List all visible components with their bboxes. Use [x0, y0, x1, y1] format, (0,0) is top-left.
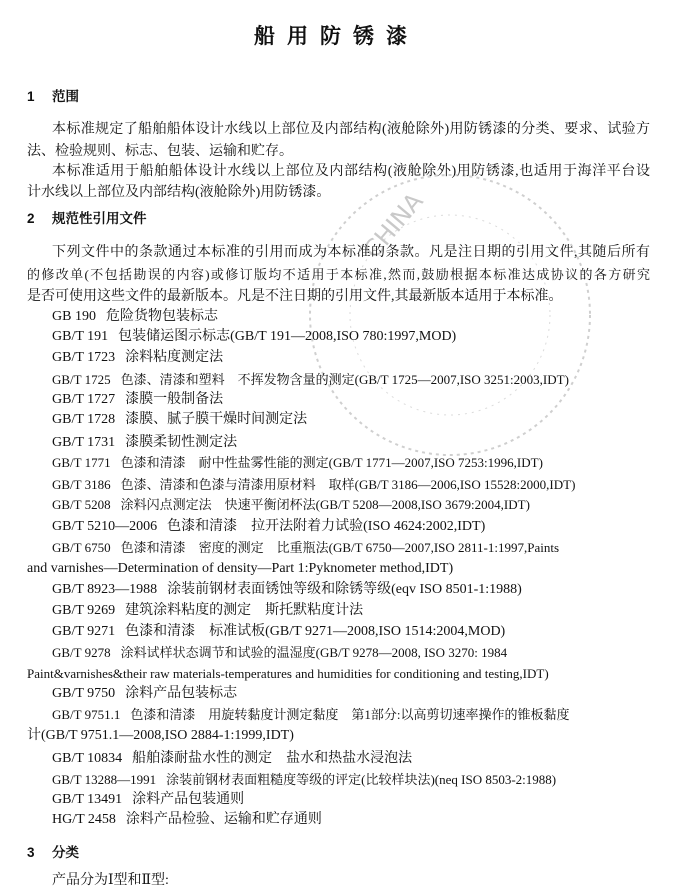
reference-item: GB/T 191 包装储运图示标志(GB/T 191—2008,ISO 780:1997,MOD)	[52, 329, 457, 344]
svg-text:CHINA: CHINA	[358, 187, 429, 264]
reference-item: GB/T 1723 涂料粘度测定法	[52, 350, 224, 365]
reference-item: GB/T 3186 色漆、清漆和色漆与清漆用原材料 取样(GB/T 3186—2006,ISO 15528:2000,IDT)	[52, 477, 576, 492]
reference-item-cont: Paint&varnishes&their raw materials-temperatures and humidities for conditioning and testing,IDT)	[27, 666, 549, 681]
scope-paragraph-1: 本标准规定了船舶船体设计水线以上部位及内部结构(液舱除外)用防锈漆的分类、要求、试验方	[52, 122, 650, 137]
reference-item: GB/T 6750 色漆和清漆 密度的测定 比重瓶法(GB/T 6750—2007,ISO 2811-1:1997,Paints	[52, 540, 560, 555]
scope-paragraph-2: 本标准适用于船舶船体设计水线以上部位及内部结构(液舱除外)用防锈漆,也适用于海洋平台设	[52, 164, 650, 179]
reference-item: GB/T 13491 涂料产品包装通则	[52, 792, 245, 807]
section-heading-3: 3 分类	[27, 845, 79, 860]
normative-intro-cont: 的修改单(不包括勘误的内容)或修订版均不适用于本标准,然而,鼓励根据本标准达成协议的各方研究	[27, 267, 650, 282]
reference-item: GB/T 9278 涂料试样状态调节和试验的温湿度(GB/T 9278—2008, ISO 3270: 1984	[52, 645, 508, 660]
section-heading-2: 2 规范性引用文件	[27, 211, 147, 226]
reference-item: GB/T 1731 漆膜柔韧性测定法	[52, 435, 238, 450]
classification-text: 产品分为Ⅰ型和Ⅱ型:	[52, 873, 169, 888]
reference-item: GB 190 危险货物包装标志	[52, 309, 218, 324]
reference-item: GB/T 5210—2006 色漆和清漆 拉开法附着力试验(ISO 4624:2002,IDT)	[52, 519, 486, 534]
normative-intro-cont: 是否可使用这些文件的最新版本。凡是不注日期的引用文件,其最新版本适用于本标准。	[27, 289, 563, 304]
reference-item: GB/T 9750 涂料产品包装标志	[52, 686, 238, 701]
section-heading-1: 1 范围	[27, 89, 79, 104]
reference-item: GB/T 10834 船舶漆耐盐水性的测定 盐水和热盐水浸泡法	[52, 751, 413, 766]
reference-item: GB/T 5208 涂料闪点测定法 快速平衡闭杯法(GB/T 5208—2008,ISO 3679:2004,IDT)	[52, 497, 530, 512]
reference-item: GB/T 9271 色漆和清漆 标准试板(GB/T 9271—2008,ISO 1514:2004,MOD)	[52, 624, 506, 639]
reference-item: GB/T 1727 漆膜一般制备法	[52, 392, 224, 407]
reference-item: GB/T 13288—1991 涂装前钢材表面粗糙度等级的评定(比较样块法)(neq ISO 8503-2:1988)	[52, 772, 557, 787]
normative-intro: 下列文件中的条款通过本标准的引用而成为本标准的条款。凡是注日期的引用文件,其随后所有	[52, 245, 650, 260]
reference-item: GB/T 8923—1988 涂装前钢材表面锈蚀等级和除锈等级(eqv ISO 8501-1:1988)	[52, 582, 522, 597]
reference-item: GB/T 1725 色漆、清漆和塑料 不挥发物含量的测定(GB/T 1725—2007,ISO 3251:2003,IDT)	[52, 372, 569, 387]
reference-item: GB/T 1771 色漆和清漆 耐中性盐雾性能的测定(GB/T 1771—2007,ISO 7253:1996,IDT)	[52, 455, 543, 470]
reference-item-cont: and varnishes—Determination of density—Part 1:Pyknometer method,IDT)	[27, 561, 454, 576]
reference-item: GB/T 1728 漆膜、腻子膜干燥时间测定法	[52, 412, 308, 427]
reference-item: HG/T 2458 涂料产品检验、运输和贮存通则	[52, 812, 322, 827]
scope-paragraph-2-cont: 计水线以上部位及内部结构(液舱除外)用防锈漆。	[27, 185, 331, 200]
document-title: 船用防锈漆	[254, 25, 419, 48]
reference-item-cont: 计(GB/T 9751.1—2008,ISO 2884-1:1999,IDT)	[27, 728, 294, 743]
reference-item: GB/T 9269 建筑涂料粘度的测定 斯托默粘度计法	[52, 603, 364, 618]
scope-paragraph-1-cont: 法、检验规则、标志、包装、运输和贮存。	[27, 144, 293, 159]
reference-item: GB/T 9751.1 色漆和清漆 用旋转黏度计测定黏度 第1部分:以高剪切速率操作的锥板黏度	[52, 707, 570, 722]
